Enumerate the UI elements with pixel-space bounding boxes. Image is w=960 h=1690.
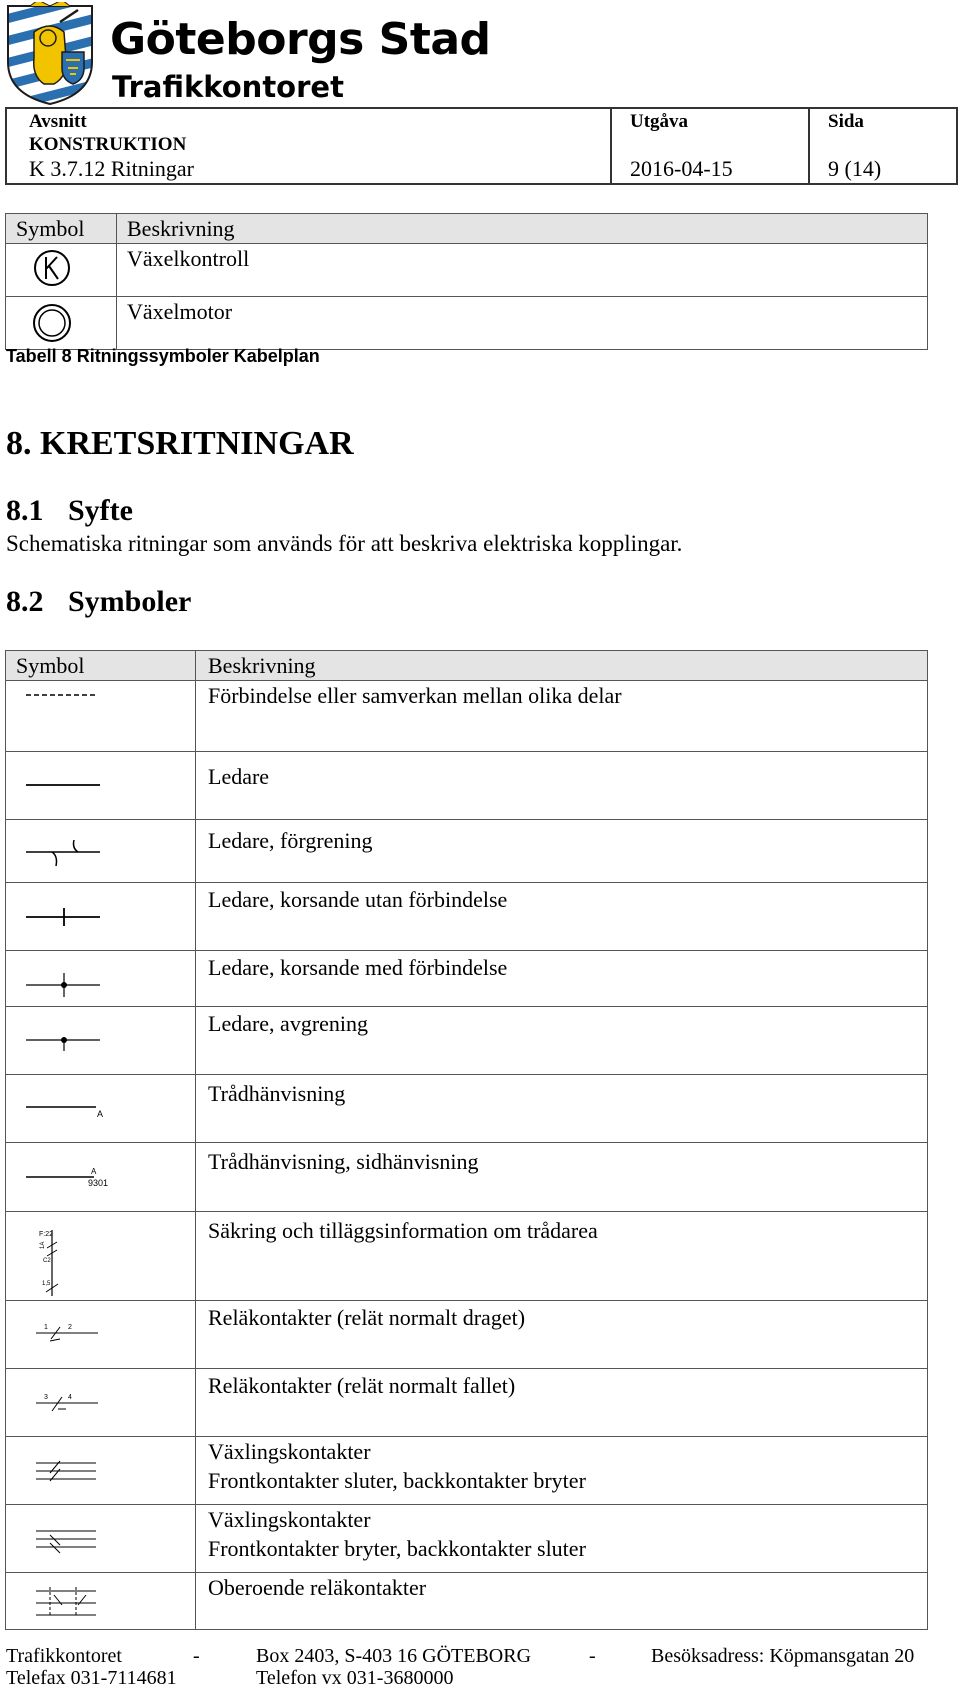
table-row bbox=[6, 951, 928, 1007]
vaxelmotor-icon bbox=[6, 297, 117, 350]
row-description bbox=[196, 951, 928, 1007]
table-row bbox=[6, 883, 928, 951]
city-crest-logo bbox=[4, 2, 96, 106]
edition-cell bbox=[611, 108, 809, 184]
subsection-title: Symboler bbox=[68, 585, 192, 618]
footer-postal-address: Box 2403, S-403 16 GÖTEBORG bbox=[256, 1645, 532, 1667]
table-row bbox=[6, 1007, 928, 1075]
description-line: Frontkontakter sluter, backkontakter bryter bbox=[208, 1468, 586, 1493]
table-row bbox=[6, 1573, 928, 1630]
row-description bbox=[196, 1212, 928, 1301]
row-description bbox=[196, 1301, 928, 1369]
table-row bbox=[6, 1143, 928, 1212]
wire-ref-label: A bbox=[97, 1109, 104, 1119]
description-line: Ledare, förgrening bbox=[208, 828, 373, 853]
row-description bbox=[196, 820, 928, 883]
subsection-heading-symboler bbox=[6, 585, 191, 619]
row-description bbox=[196, 1573, 928, 1630]
subsection-number: 8.1 bbox=[6, 494, 44, 527]
description-line: Reläkontakter (relät normalt fallet) bbox=[208, 1373, 516, 1398]
section-cell bbox=[6, 108, 611, 184]
description-line: Frontkontakter bryter, backkontakter sluter bbox=[208, 1536, 586, 1561]
description-line: Reläkontakter (relät normalt draget) bbox=[208, 1305, 526, 1330]
relay2-b-label: 4 bbox=[68, 1394, 72, 1401]
department-name: Trafikkontoret bbox=[112, 70, 344, 104]
row-description bbox=[196, 1437, 928, 1505]
row-description bbox=[196, 681, 928, 752]
page-ref-a-label: A bbox=[91, 1167, 97, 1176]
fuse-mid-label: 1A bbox=[40, 1241, 46, 1249]
section-heading: 8. KRETSRITNINGAR bbox=[6, 425, 354, 462]
fuse-icon bbox=[6, 1212, 196, 1301]
col-symbol-header: Symbol bbox=[6, 651, 196, 681]
subsection-heading-syfte bbox=[6, 494, 133, 528]
description-line: Trådhänvisning bbox=[208, 1081, 346, 1106]
row-description bbox=[196, 1369, 928, 1437]
footer-visiting-address: Besöksadress: Köpmansgatan 20 bbox=[651, 1645, 915, 1667]
utgava-label: Utgåva bbox=[630, 111, 689, 132]
table-row bbox=[6, 297, 928, 350]
circuit-symbol-table bbox=[5, 650, 928, 1630]
junction-icon bbox=[6, 1007, 196, 1075]
crossing-no-connection-icon bbox=[6, 883, 196, 951]
row-description: Växelmotor bbox=[117, 297, 928, 350]
description-line: Säkring och tilläggsinformation om trådarea bbox=[208, 1218, 598, 1243]
description-line: Växlingskontakter bbox=[208, 1439, 371, 1464]
fuse-top-label: F:22 bbox=[39, 1231, 54, 1238]
page-ref-number-label: 9301 bbox=[88, 1178, 109, 1188]
description-line: Växlingskontakter bbox=[208, 1507, 371, 1532]
row-description bbox=[196, 752, 928, 820]
row-description bbox=[196, 883, 928, 951]
table-row bbox=[6, 820, 928, 883]
description-line: Förbindelse eller samverkan mellan olika delar bbox=[208, 683, 622, 708]
relay-normally-energized-icon bbox=[6, 1301, 196, 1369]
relay1-b-label: 2 bbox=[68, 1324, 72, 1331]
relay2-a-label: 3 bbox=[44, 1394, 48, 1401]
table-row bbox=[6, 1212, 928, 1301]
description-line: Ledare bbox=[208, 764, 270, 789]
table-row bbox=[6, 244, 928, 297]
vaxelkontroll-icon bbox=[6, 244, 117, 297]
table-row bbox=[6, 1301, 928, 1369]
sida-value: 9 (14) bbox=[828, 156, 882, 181]
organization-name: Göteborgs Stad bbox=[110, 14, 491, 65]
sida-label: Sida bbox=[828, 111, 864, 132]
subsection-title: Syfte bbox=[68, 494, 133, 527]
description-line: Ledare, avgrening bbox=[208, 1011, 369, 1036]
col-symbol-header: Symbol bbox=[6, 214, 117, 244]
document-header-table bbox=[5, 107, 958, 185]
footer-fax: Telefax 031-7114681 bbox=[6, 1667, 177, 1689]
avsnitt-name: KONSTRUKTION bbox=[29, 134, 187, 155]
dashed-line-icon bbox=[6, 681, 196, 752]
crossing-connection-icon bbox=[6, 951, 196, 1007]
footer-separator: - bbox=[193, 1645, 200, 1667]
row-description: Växelkontroll bbox=[117, 244, 928, 297]
footer-phone: Telefon vx 031-3680000 bbox=[256, 1667, 454, 1689]
relay1-a-label: 1 bbox=[44, 1324, 48, 1331]
table-row bbox=[6, 1075, 928, 1143]
page-cell bbox=[809, 108, 957, 184]
description-line: Ledare, korsande med förbindelse bbox=[208, 955, 508, 980]
utgava-value: 2016-04-15 bbox=[630, 156, 733, 181]
avsnitt-label: Avsnitt bbox=[29, 111, 87, 132]
row-description bbox=[196, 1075, 928, 1143]
table-row bbox=[6, 1369, 928, 1437]
changeover-front-opens-icon bbox=[6, 1505, 196, 1573]
footer-separator: - bbox=[589, 1645, 596, 1667]
table-row bbox=[6, 1437, 928, 1505]
col-description-header: Beskrivning bbox=[196, 651, 928, 681]
fuse-c2-label: C2 bbox=[43, 1258, 51, 1264]
branch-icon bbox=[6, 820, 196, 883]
table-caption: Tabell 8 Ritningssymboler Kabelplan bbox=[6, 346, 320, 366]
description-line: Ledare, korsande utan förbindelse bbox=[208, 887, 508, 912]
conductor-icon bbox=[6, 752, 196, 820]
changeover-front-closes-icon bbox=[6, 1437, 196, 1505]
description-line: Oberoende reläkontakter bbox=[208, 1575, 427, 1600]
fuse-bottom-label: 1,5 bbox=[42, 1281, 51, 1287]
table-row bbox=[6, 752, 928, 820]
description-line: Trådhänvisning, sidhänvisning bbox=[208, 1149, 479, 1174]
row-description bbox=[196, 1007, 928, 1075]
row-description bbox=[196, 1505, 928, 1573]
table-row bbox=[6, 1505, 928, 1573]
wire-page-reference-icon bbox=[6, 1143, 196, 1212]
footer-org: Trafikkontoret bbox=[6, 1645, 122, 1667]
relay-normally-released-icon bbox=[6, 1369, 196, 1437]
independent-relay-contacts-icon bbox=[6, 1573, 196, 1630]
wire-reference-icon bbox=[6, 1075, 196, 1143]
body-paragraph: Schematiska ritningar som används för att beskriva elektriska kopplingar. bbox=[6, 531, 683, 556]
subsection-number: 8.2 bbox=[6, 585, 44, 618]
table-row bbox=[6, 681, 928, 752]
row-description bbox=[196, 1143, 928, 1212]
avsnitt-value: K 3.7.12 Ritningar bbox=[29, 156, 194, 181]
col-description-header: Beskrivning bbox=[117, 214, 928, 244]
cable-plan-symbol-table bbox=[5, 213, 928, 350]
